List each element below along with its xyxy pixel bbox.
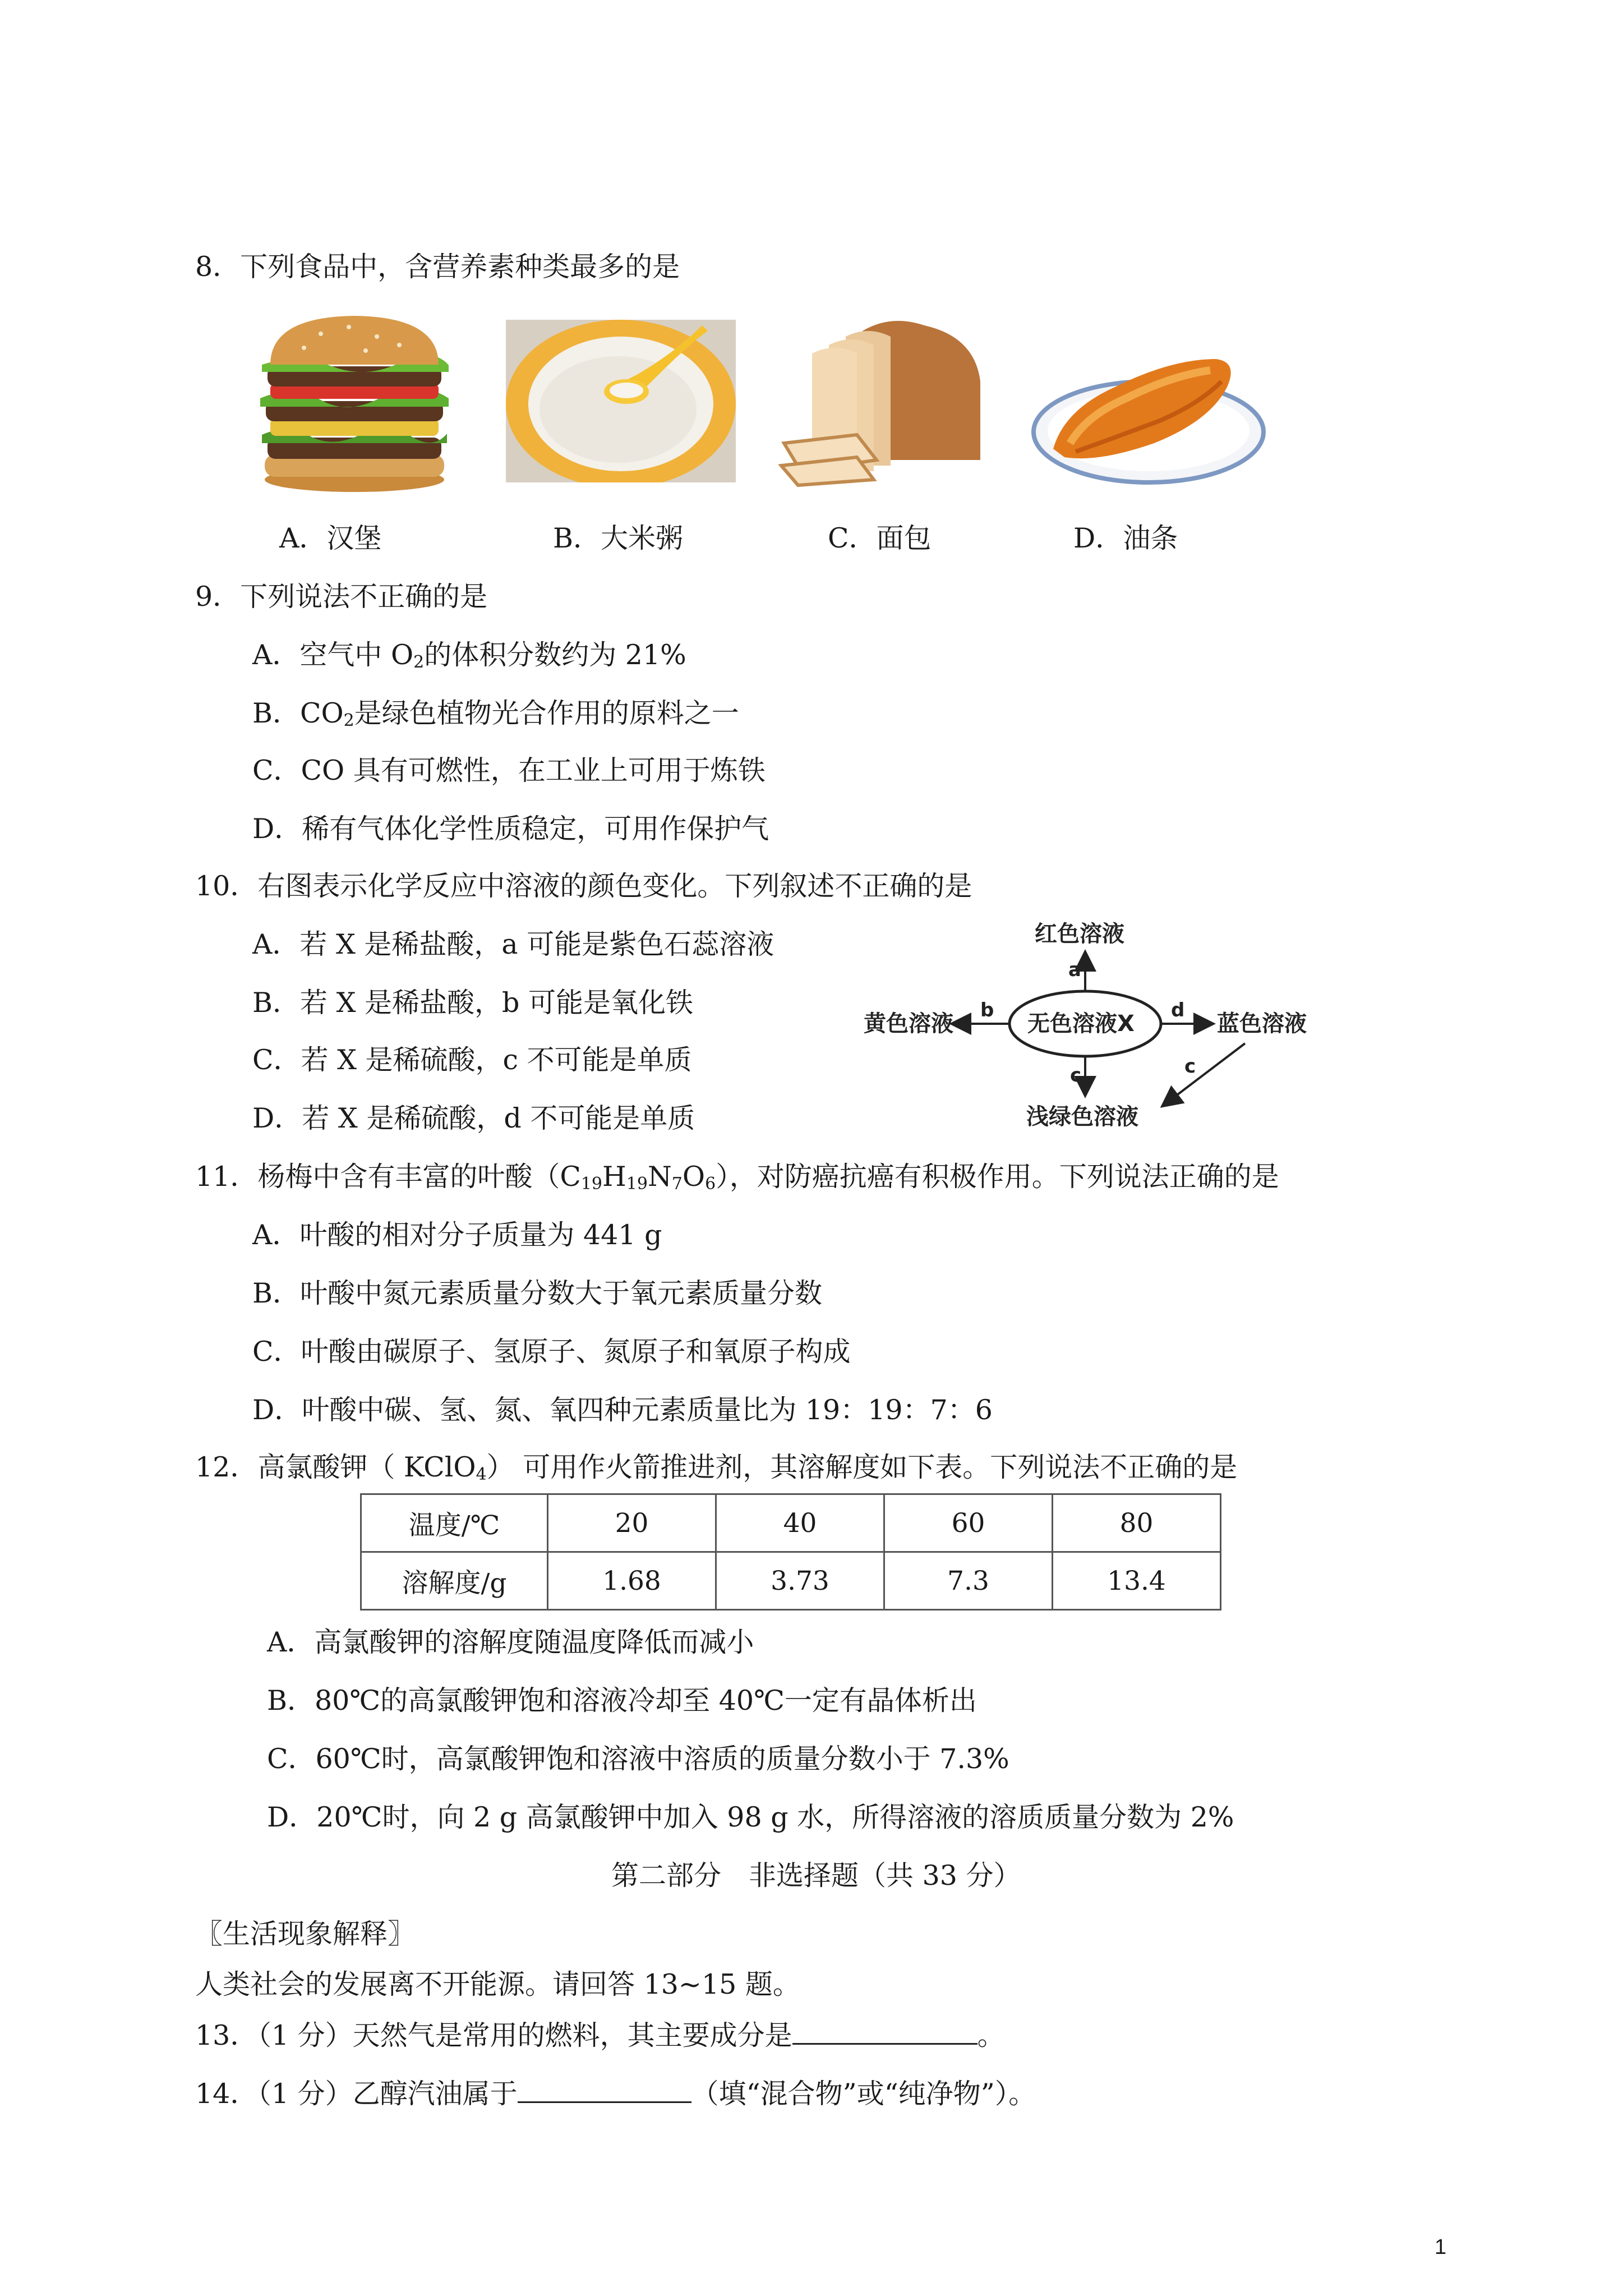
question-14: 14．（1 分）乙醇汽油属于 （填“混合物”或“纯净物”）。: [195, 2078, 1036, 2110]
youtiao-icon: [1031, 337, 1266, 488]
food-option-c: C．面包: [828, 522, 932, 554]
question-12-stem: 12．高氯酸钾（ KClO$_4$） 可用作火箭推进剂，其溶解度如下表。下列说法不正确的是: [195, 1451, 1238, 1484]
q9-option-d: D．稀有气体化学性质稳定，可用作保护气: [252, 813, 769, 845]
q12-option-a: A．高氯酸钾的溶解度随温度降低而减小: [267, 1626, 754, 1658]
q10-option-c: C．若 X 是稀硫酸，c 不可能是单质: [252, 1044, 692, 1076]
table-cell: 1.68: [548, 1552, 716, 1610]
part-two-title: 第二部分 非选择题（共 33 分）: [611, 1860, 1021, 1892]
bread-icon: [778, 314, 992, 488]
arrow-b-label: b: [980, 999, 994, 1022]
q10-option-b: B．若 X 是稀盐酸，b 可能是氧化铁: [252, 987, 693, 1019]
table-row: [361, 1494, 1221, 1552]
red-solution-label: 红色溶液: [1035, 921, 1124, 947]
question-8-stem: 8．下列食品中，含营养素种类最多的是: [195, 251, 680, 283]
table-cell: 60: [884, 1494, 1053, 1552]
table-row: [361, 1552, 1221, 1610]
table-cell: 13.4: [1053, 1552, 1221, 1610]
q11-option-a: A．叶酸的相对分子质量为 441 g: [252, 1219, 662, 1251]
table-cell: 20: [548, 1494, 716, 1552]
q11-option-b: B．叶酸中氮元素质量分数大于氧元素质量分数: [252, 1277, 823, 1309]
q9-option-a: A．空气中 $O_2$的体积分数约为 21%: [252, 639, 686, 672]
arrow-d-label: d: [1171, 999, 1185, 1022]
answer-blank-13[interactable]: [792, 2018, 978, 2045]
q9-option-b: B．$CO_2$是绿色植物光合作用的原料之一: [252, 697, 739, 730]
arrow-c-label: c: [1070, 1064, 1082, 1087]
page-number: 1: [1435, 2235, 1447, 2259]
arrow-a-label: a: [1068, 959, 1081, 981]
table-cell: 80: [1053, 1494, 1221, 1552]
table-cell: 3.73: [716, 1552, 884, 1610]
q9-option-c: C．CO 具有可燃性，在工业上可用于炼铁: [252, 754, 766, 786]
food-option-a: A．汉堡: [279, 522, 382, 554]
solubility-table: [360, 1493, 1221, 1611]
rice-porridge-icon: [506, 320, 736, 482]
question-9-stem: 9．下列说法不正确的是: [195, 581, 488, 613]
table-cell: 40: [716, 1494, 884, 1552]
q10-option-a: A．若 X 是稀盐酸，a 可能是紫色石蕊溶液: [252, 928, 774, 960]
q11-option-d: D．叶酸中碳、氢、氮、氧四种元素质量比为 19：19：7：6: [252, 1394, 993, 1426]
light-green-solution-label: 浅绿色溶液: [1026, 1104, 1138, 1130]
q11-option-c: C．叶酸由碳原子、氢原子、氮原子和氧原子构成: [252, 1336, 851, 1368]
question-10-stem: 10．右图表示化学反应中溶液的颜色变化。下列叙述不正确的是: [195, 870, 972, 902]
food-option-d: D．油条: [1073, 522, 1178, 554]
section-heading: 〖生活现象解释〗: [195, 1918, 416, 1950]
yellow-solution-label: 黄色溶液: [864, 1011, 953, 1037]
q12-option-d: D．20℃时，向 2 g 高氯酸钾中加入 98 g 水，所得溶液的溶质质量分数为 2%: [267, 1801, 1234, 1833]
q12-option-c: C．60℃时，高氯酸钾饱和溶液中溶质的质量分数小于 7.3%: [267, 1743, 1009, 1775]
arrow-c2-label: c: [1184, 1055, 1196, 1078]
answer-blank-14[interactable]: [518, 2077, 691, 2103]
q12-option-b: B．80℃的高氯酸钾饱和溶液冷却至 40℃一定有晶体析出: [267, 1685, 977, 1717]
question-13: 13．（1 分）天然气是常用的燃料，其主要成分是 。: [195, 2019, 1005, 2051]
table-row-header: 温度/℃: [361, 1494, 548, 1552]
table-row-header: 溶解度/g: [361, 1552, 548, 1610]
table-cell: 7.3: [884, 1552, 1053, 1610]
food-option-b: B．大米粥: [553, 522, 684, 554]
hamburger-icon: [253, 311, 455, 496]
q10-option-d: D．若 X 是稀硫酸，d 不可能是单质: [252, 1102, 695, 1134]
solution-color-diagram: [852, 909, 1312, 1144]
section-intro: 人类社会的发展离不开能源。请回答 13~15 题。: [195, 1968, 800, 2000]
colorless-solution-label: 无色溶液X: [1027, 1011, 1135, 1037]
question-11-stem: 11．杨梅中含有丰富的叶酸$(C_{19}H_{19}N_7O_6)$，对防癌抗癌有积极作用。下列说法正确的是: [195, 1161, 1279, 1194]
blue-solution-label: 蓝色溶液: [1217, 1011, 1307, 1037]
